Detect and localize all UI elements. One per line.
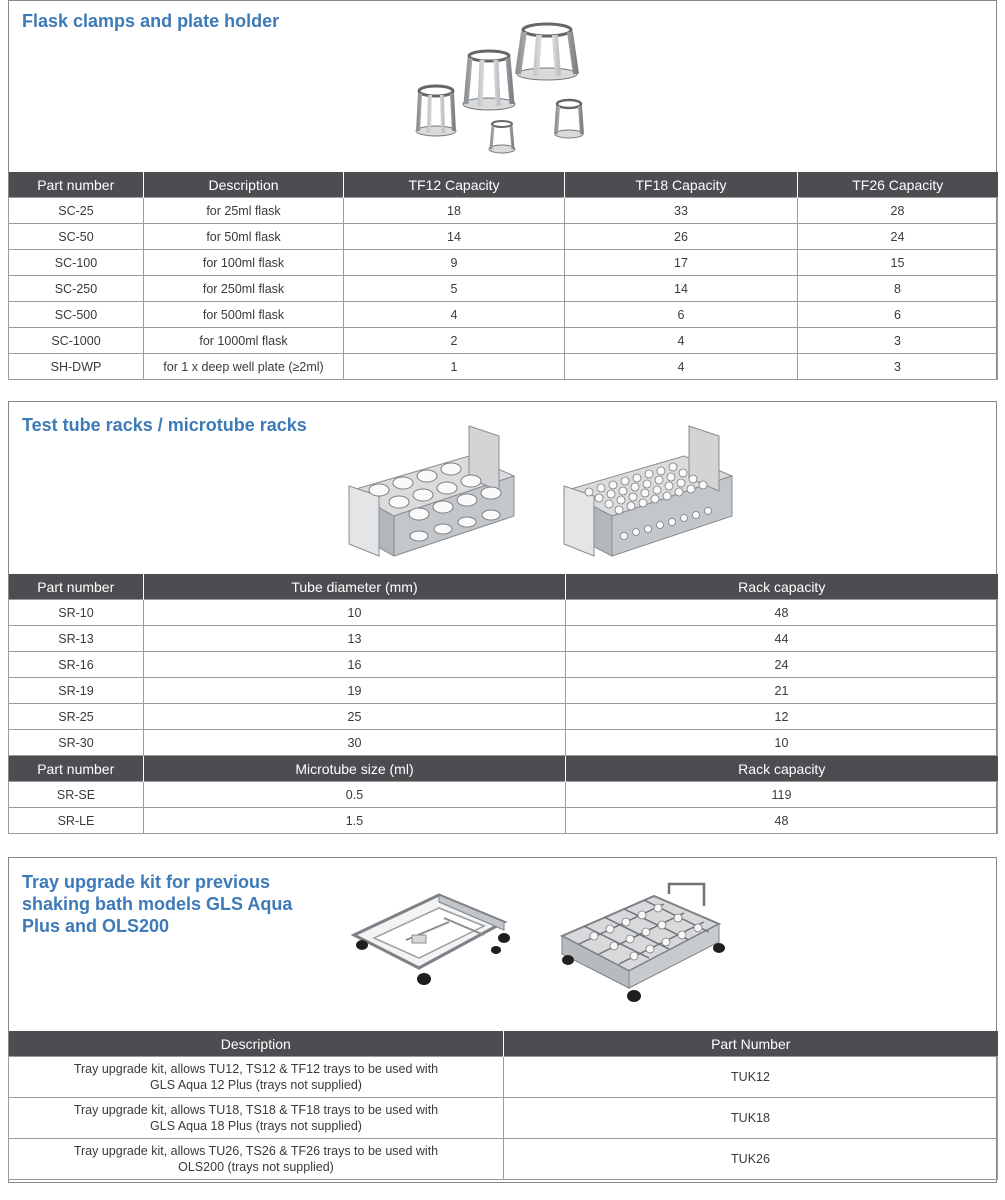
value-cell: 14 (565, 276, 798, 302)
flask-table (8, 172, 998, 380)
value-cell: 1.5 (144, 808, 566, 834)
col-header: Part number (9, 574, 144, 600)
description-line: Tray upgrade kit, allows TU26, TS26 & TF26 trays to be used with (73, 1144, 439, 1158)
description-cell: for 25ml flask (144, 198, 344, 224)
col-header: TF26 Capacity (798, 172, 998, 198)
value-cell: 9 (344, 250, 565, 276)
racks-section-title: Test tube racks / microtube racks (22, 415, 307, 435)
value-cell: 6 (565, 302, 798, 328)
tray-section-title (22, 871, 292, 937)
large-tube-rack-photo (339, 416, 529, 572)
value-cell: 24 (566, 652, 998, 678)
part-number-cell: SC-50 (9, 224, 144, 250)
description-line: Tray upgrade kit, allows TU18, TS18 & TF18 trays to be used with (73, 1103, 439, 1117)
value-cell: 0.5 (144, 782, 566, 808)
part-number-cell: SR-25 (9, 704, 144, 730)
flask-clamps-panel (8, 0, 997, 380)
value-cell: 2 (344, 328, 565, 354)
value-cell: 14 (344, 224, 565, 250)
table-row (9, 302, 998, 328)
description-cell: for 50ml flask (144, 224, 344, 250)
table-row (9, 730, 998, 756)
col-header: Description (144, 172, 344, 198)
col-header: Part Number (504, 1031, 998, 1057)
part-number-cell: SR-LE (9, 808, 144, 834)
part-number-cell: SR-30 (9, 730, 144, 756)
value-cell: 33 (565, 198, 798, 224)
value-cell: 10 (144, 600, 566, 626)
part-number-cell: SC-250 (9, 276, 144, 302)
value-cell: 19 (144, 678, 566, 704)
description-cell: for 1000ml flask (144, 328, 344, 354)
description-cell: for 250ml flask (144, 276, 344, 302)
tube-racks-panel (8, 401, 997, 834)
description-line: GLS Aqua 12 Plus (trays not supplied) (150, 1078, 362, 1092)
tray-upgrade-panel (8, 857, 997, 1183)
value-cell: 10 (566, 730, 998, 756)
col-header: Part number (9, 756, 144, 782)
col-header: Tube diameter (mm) (144, 574, 566, 600)
value-cell: 15 (798, 250, 998, 276)
description-line: GLS Aqua 18 Plus (trays not supplied) (150, 1119, 362, 1133)
value-cell: 17 (565, 250, 798, 276)
table-row (9, 652, 998, 678)
description-line: OLS200 (trays not supplied) (178, 1160, 334, 1174)
col-header: Microtube size (ml) (144, 756, 566, 782)
col-header: Description (9, 1031, 504, 1057)
table-row (9, 808, 998, 834)
value-cell: 30 (144, 730, 566, 756)
value-cell: 6 (798, 302, 998, 328)
description-line: Tray upgrade kit, allows TU12, TS12 & TF12 trays to be used with (73, 1062, 439, 1076)
part-number-cell: SR-10 (9, 600, 144, 626)
part-number-cell: TUK18 (504, 1098, 998, 1139)
description-cell (9, 1139, 504, 1180)
tray-frame-photo (344, 880, 519, 1010)
part-number-cell: SR-19 (9, 678, 144, 704)
col-header: Part number (9, 172, 144, 198)
value-cell: 3 (798, 354, 998, 380)
value-cell: 48 (566, 808, 998, 834)
value-cell: 8 (798, 276, 998, 302)
value-cell: 18 (344, 198, 565, 224)
tray-title-line: Plus and OLS200 (22, 916, 170, 936)
part-number-cell: TUK26 (504, 1139, 998, 1180)
description-cell: for 500ml flask (144, 302, 344, 328)
table-row (9, 224, 998, 250)
tray-title-line: shaking bath models GLS Aqua (22, 894, 293, 914)
value-cell: 12 (566, 704, 998, 730)
table-row (9, 1139, 998, 1180)
value-cell: 26 (565, 224, 798, 250)
part-number-cell: SC-500 (9, 302, 144, 328)
description-cell (9, 1057, 504, 1098)
microtube-header-row (9, 756, 998, 782)
col-header: TF12 Capacity (344, 172, 565, 198)
flask-clamps-photo (394, 16, 609, 161)
table-row (9, 276, 998, 302)
table-row (9, 678, 998, 704)
value-cell: 4 (344, 302, 565, 328)
small-tube-rack-photo (554, 416, 749, 572)
tray-with-racks-photo (554, 876, 734, 1011)
value-cell: 5 (344, 276, 565, 302)
col-header: Rack capacity (566, 756, 998, 782)
col-header: Rack capacity (566, 574, 998, 600)
value-cell: 3 (798, 328, 998, 354)
table-row (9, 1098, 998, 1139)
tray-table (8, 1031, 998, 1180)
value-cell: 48 (566, 600, 998, 626)
value-cell: 4 (565, 328, 798, 354)
table-row (9, 250, 998, 276)
value-cell: 28 (798, 198, 998, 224)
table-row (9, 626, 998, 652)
table-row (9, 782, 998, 808)
table-row (9, 600, 998, 626)
value-cell: 25 (144, 704, 566, 730)
part-number-cell: SR-13 (9, 626, 144, 652)
flask-section-title: Flask clamps and plate holder (22, 11, 280, 31)
value-cell: 119 (566, 782, 998, 808)
tube-racks-table (8, 574, 998, 834)
part-number-cell: SR-16 (9, 652, 144, 678)
part-number-cell: TUK12 (504, 1057, 998, 1098)
table-row (9, 328, 998, 354)
part-number-cell: SC-25 (9, 198, 144, 224)
part-number-cell: SH-DWP (9, 354, 144, 380)
table-row (9, 704, 998, 730)
part-number-cell: SC-1000 (9, 328, 144, 354)
table-row (9, 354, 998, 380)
tray-title-line: Tray upgrade kit for previous (22, 872, 271, 892)
value-cell: 13 (144, 626, 566, 652)
part-number-cell: SC-100 (9, 250, 144, 276)
value-cell: 21 (566, 678, 998, 704)
value-cell: 4 (565, 354, 798, 380)
part-number-cell: SR-SE (9, 782, 144, 808)
description-cell: for 100ml flask (144, 250, 344, 276)
col-header: TF18 Capacity (565, 172, 798, 198)
value-cell: 24 (798, 224, 998, 250)
table-row (9, 198, 998, 224)
value-cell: 44 (566, 626, 998, 652)
value-cell: 1 (344, 354, 565, 380)
value-cell: 16 (144, 652, 566, 678)
description-cell (9, 1098, 504, 1139)
table-row (9, 1057, 998, 1098)
description-cell: for 1 x deep well plate (≥2ml) (144, 354, 344, 380)
